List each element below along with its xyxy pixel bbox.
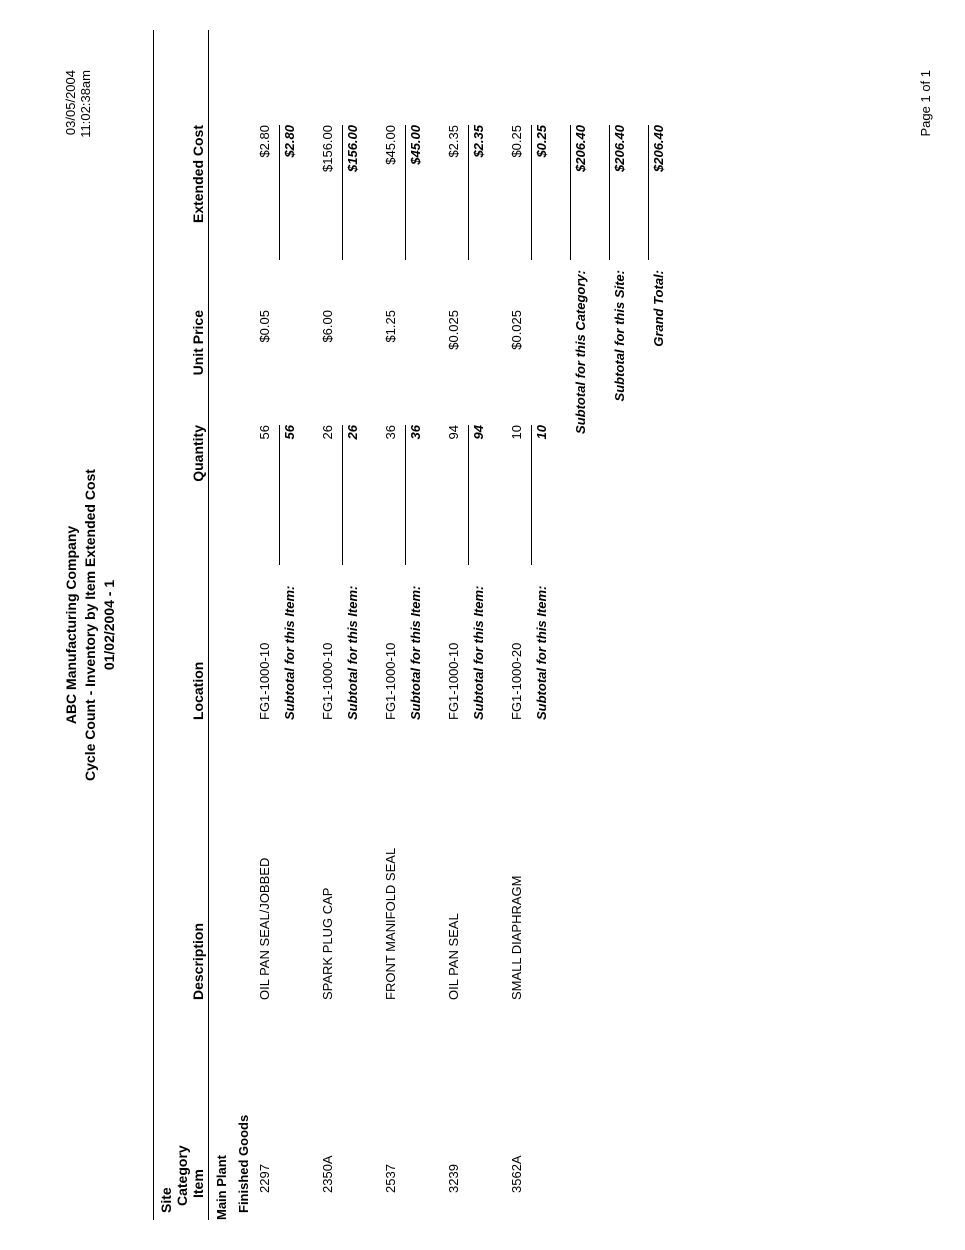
item-description: OIL PAN SEAL/JOBBED xyxy=(257,857,272,1000)
item-subtotal-label: Subtotal for this Item: xyxy=(345,585,360,720)
category-subtotal-value: $206.40 xyxy=(573,125,588,172)
col-category: Category xyxy=(174,1145,190,1206)
item-subtotal-quantity: 36 xyxy=(408,425,423,440)
item-description: SMALL DIAPHRAGM xyxy=(509,875,524,1000)
item-subtotal-cost: $156.00 xyxy=(345,125,360,172)
item-description: SPARK PLUG CAP xyxy=(320,887,335,1000)
item-subtotal-label: Subtotal for this Item: xyxy=(408,585,423,720)
item-number: 2297 xyxy=(257,1164,272,1193)
item-subtotal-cost: $0.25 xyxy=(534,125,549,158)
item-location: FG1-1000-10 xyxy=(446,642,461,720)
item-unit-price: $0.025 xyxy=(446,310,461,350)
col-item: Item xyxy=(190,1169,206,1198)
item-unit-price: $0.025 xyxy=(509,310,524,350)
item-number: 3239 xyxy=(446,1164,461,1193)
print-time: 11:02:38am xyxy=(78,70,93,138)
item-subtotal-cost: $2.35 xyxy=(471,125,486,158)
item-extended-cost: $45.00 xyxy=(383,125,398,165)
item-subtotal-quantity: 56 xyxy=(282,425,297,440)
item-subtotal-label: Subtotal for this Item: xyxy=(471,585,486,720)
col-description: Description xyxy=(190,922,206,1000)
page-number: Page 1 of 1 xyxy=(918,70,933,137)
item-number: 2350A xyxy=(320,1155,335,1193)
item-description: FRONT MANIFOLD SEAL xyxy=(383,847,398,1000)
item-qty-rule xyxy=(279,425,280,565)
item-cost-rule xyxy=(342,125,343,260)
site-subtotal-value: $206.40 xyxy=(612,125,627,172)
col-location: Location xyxy=(190,661,206,720)
item-quantity: 26 xyxy=(320,425,335,440)
report-title: Cycle Count - Inventory by Item Extended Cost xyxy=(82,469,98,781)
item-cost-rule xyxy=(405,125,406,260)
item-extended-cost: $2.80 xyxy=(257,125,272,158)
site-subtotal-label: Subtotal for this Site: xyxy=(612,270,627,402)
item-subtotal-quantity: 94 xyxy=(471,425,486,440)
item-subtotal-cost: $2.80 xyxy=(282,125,297,158)
item-quantity: 56 xyxy=(257,425,272,440)
col-quantity: Quantity xyxy=(190,425,206,482)
item-unit-price: $0.05 xyxy=(257,310,272,343)
item-location: FG1-1000-10 xyxy=(320,642,335,720)
col-extended-cost: Extended Cost xyxy=(190,125,206,224)
item-extended-cost: $0.25 xyxy=(509,125,524,158)
item-subtotal-label: Subtotal for this Item: xyxy=(282,585,297,720)
print-date: 03/05/2004 xyxy=(63,70,78,136)
item-number: 2537 xyxy=(383,1164,398,1193)
category-total-rule xyxy=(570,125,571,260)
grand-total-label: Grand Total: xyxy=(651,270,666,347)
item-location: FG1-1000-10 xyxy=(257,642,272,720)
header-bottom-rule xyxy=(208,30,209,1220)
item-qty-rule xyxy=(405,425,406,565)
category-name: Finished Goods xyxy=(236,1114,251,1213)
grand-total-rule xyxy=(648,125,649,260)
item-cost-rule xyxy=(531,125,532,260)
col-unit-price: Unit Price xyxy=(190,310,206,376)
item-subtotal-label: Subtotal for this Item: xyxy=(534,585,549,720)
item-unit-price: $6.00 xyxy=(320,310,335,343)
item-subtotal-quantity: 10 xyxy=(534,425,549,440)
item-unit-price: $1.25 xyxy=(383,310,398,343)
item-quantity: 94 xyxy=(446,425,461,440)
item-subtotal-cost: $45.00 xyxy=(408,125,423,165)
item-qty-rule xyxy=(531,425,532,565)
site-total-rule xyxy=(609,125,610,260)
item-quantity: 10 xyxy=(509,425,524,440)
item-subtotal-quantity: 26 xyxy=(345,425,360,440)
item-cost-rule xyxy=(468,125,469,260)
table-top-rule xyxy=(153,30,154,1220)
grand-total-value: $206.40 xyxy=(651,125,666,172)
item-cost-rule xyxy=(279,125,280,260)
item-qty-rule xyxy=(468,425,469,565)
item-extended-cost: $156.00 xyxy=(320,125,335,172)
count-id: 01/02/2004 - 1 xyxy=(101,579,117,671)
item-quantity: 36 xyxy=(383,425,398,440)
category-subtotal-label: Subtotal for this Category: xyxy=(573,270,588,434)
item-location: FG1-1000-10 xyxy=(383,642,398,720)
item-description: OIL PAN SEAL xyxy=(446,913,461,1000)
item-number: 3562A xyxy=(509,1155,524,1193)
item-location: FG1-1000-20 xyxy=(509,642,524,720)
site-name: Main Plant xyxy=(214,1154,229,1220)
item-extended-cost: $2.35 xyxy=(446,125,461,158)
company-name: ABC Manufacturing Company xyxy=(63,525,79,725)
col-site: Site xyxy=(158,1187,174,1213)
item-qty-rule xyxy=(342,425,343,565)
